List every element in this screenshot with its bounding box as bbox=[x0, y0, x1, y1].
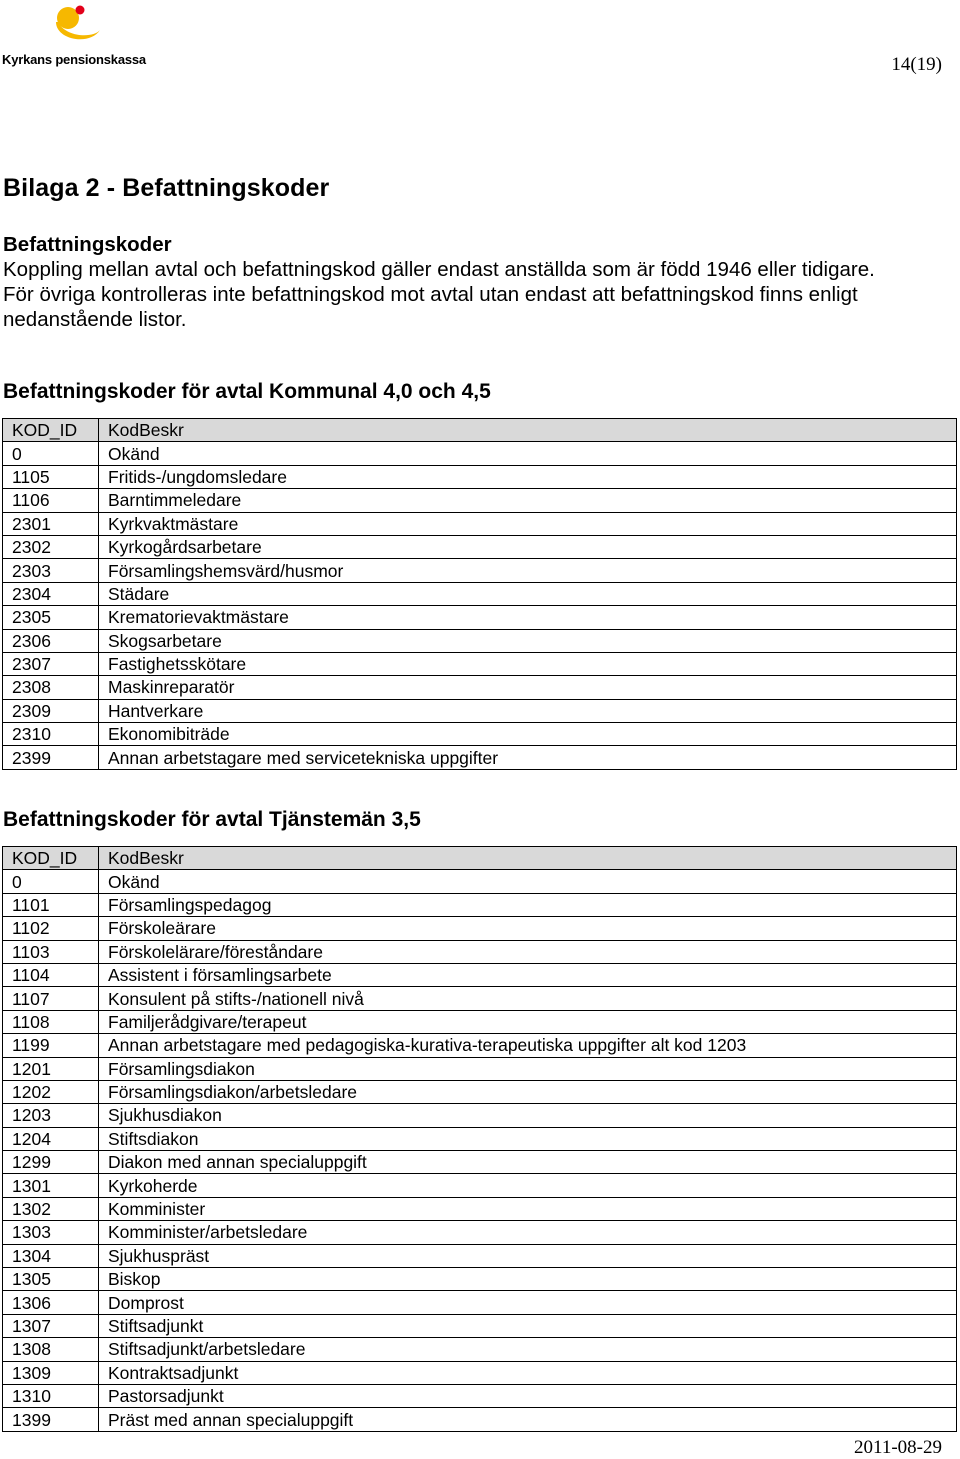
table-row bbox=[3, 629, 957, 652]
table-title-kommunal: Befattningskoder för avtal Kommunal 4,0 och 4,5 bbox=[3, 380, 491, 403]
table-row bbox=[3, 1268, 957, 1291]
table-row bbox=[3, 723, 957, 746]
cell-kodbeskr: Familjerådgivare/terapeut bbox=[99, 1010, 957, 1033]
cell-kod-id: 1202 bbox=[3, 1080, 99, 1103]
cell-kod-id: 2304 bbox=[3, 582, 99, 605]
cell-kod-id: 2307 bbox=[3, 652, 99, 675]
cell-kodbeskr: Barntimmeledare bbox=[99, 489, 957, 512]
cell-kod-id: 1399 bbox=[3, 1408, 99, 1431]
cell-kod-id: 1299 bbox=[3, 1151, 99, 1174]
cell-kod-id: 1103 bbox=[3, 940, 99, 963]
cell-kod-id: 1301 bbox=[3, 1174, 99, 1197]
cell-kod-id: 1309 bbox=[3, 1361, 99, 1384]
cell-kodbeskr: Fritids-/ungdomsledare bbox=[99, 465, 957, 488]
cell-kod-id: 2310 bbox=[3, 723, 99, 746]
logo-sun-icon bbox=[44, 0, 154, 50]
cell-kod-id: 1310 bbox=[3, 1384, 99, 1407]
cell-kodbeskr: Församlingsdiakon bbox=[99, 1057, 957, 1080]
table-body bbox=[3, 870, 957, 1431]
table-row bbox=[3, 1127, 957, 1150]
table-row bbox=[3, 1057, 957, 1080]
table-row bbox=[3, 676, 957, 699]
cell-kod-id: 1105 bbox=[3, 465, 99, 488]
cell-kod-id: 2399 bbox=[3, 746, 99, 769]
table-row bbox=[3, 1338, 957, 1361]
cell-kodbeskr: Domprost bbox=[99, 1291, 957, 1314]
document-title: Bilaga 2 - Befattningskoder bbox=[3, 174, 330, 202]
cell-kod-id: 0 bbox=[3, 442, 99, 465]
cell-kod-id: 1306 bbox=[3, 1291, 99, 1314]
cell-kodbeskr: Präst med annan specialuppgift bbox=[99, 1408, 957, 1431]
table-row bbox=[3, 489, 957, 512]
cell-kodbeskr: Sjukhusdiakon bbox=[99, 1104, 957, 1127]
table-row bbox=[3, 1104, 957, 1127]
cell-kod-id: 1307 bbox=[3, 1314, 99, 1337]
table-body bbox=[3, 442, 957, 769]
cell-kodbeskr: Pastorsadjunkt bbox=[99, 1384, 957, 1407]
cell-kodbeskr: Kontraktsadjunkt bbox=[99, 1361, 957, 1384]
cell-kodbeskr: Okänd bbox=[99, 442, 957, 465]
table-row bbox=[3, 870, 957, 893]
table-row bbox=[3, 1034, 957, 1057]
cell-kodbeskr: Okänd bbox=[99, 870, 957, 893]
intro-paragraph-2: För övriga kontrolleras inte befattningskod mot avtal utan endast att befattningskod finns enligt nedanstående listor. bbox=[3, 283, 858, 331]
cell-kod-id: 2309 bbox=[3, 699, 99, 722]
table-row bbox=[3, 1080, 957, 1103]
cell-kodbeskr: Annan arbetstagare med servicetekniska uppgifter bbox=[99, 746, 957, 769]
table-row bbox=[3, 1197, 957, 1220]
table-row bbox=[3, 746, 957, 769]
table-row bbox=[3, 1244, 957, 1267]
cell-kod-id: 2302 bbox=[3, 535, 99, 558]
cell-kod-id: 2303 bbox=[3, 559, 99, 582]
codes-table-tjansteman bbox=[2, 846, 957, 1432]
table-row bbox=[3, 1408, 957, 1431]
table-row bbox=[3, 1291, 957, 1314]
logo bbox=[0, 0, 170, 72]
table-row bbox=[3, 582, 957, 605]
cell-kodbeskr: Skogsarbetare bbox=[99, 629, 957, 652]
intro-section bbox=[3, 232, 953, 332]
table-row bbox=[3, 699, 957, 722]
cell-kodbeskr: Förskoleärare bbox=[99, 917, 957, 940]
table-row bbox=[3, 1384, 957, 1407]
cell-kod-id: 2301 bbox=[3, 512, 99, 535]
table-row bbox=[3, 917, 957, 940]
cell-kodbeskr: Komminister bbox=[99, 1197, 957, 1220]
codes-table-kommunal bbox=[2, 418, 957, 770]
cell-kod-id: 1107 bbox=[3, 987, 99, 1010]
cell-kod-id: 1104 bbox=[3, 963, 99, 986]
table-row bbox=[3, 940, 957, 963]
cell-kod-id: 1308 bbox=[3, 1338, 99, 1361]
cell-kodbeskr: Diakon med annan specialuppgift bbox=[99, 1151, 957, 1174]
cell-kod-id: 1101 bbox=[3, 893, 99, 916]
logo-text: Kyrkans pensionskassa bbox=[2, 52, 146, 67]
cell-kodbeskr: Konsulent på stifts-/nationell nivå bbox=[99, 987, 957, 1010]
column-header-kod-id: KOD_ID bbox=[3, 419, 99, 442]
cell-kodbeskr: Stiftsadjunkt bbox=[99, 1314, 957, 1337]
cell-kodbeskr: Krematorievaktmästare bbox=[99, 606, 957, 629]
column-header-kodbeskr: KodBeskr bbox=[99, 847, 957, 870]
cell-kod-id: 1302 bbox=[3, 1197, 99, 1220]
cell-kodbeskr: Kyrkoherde bbox=[99, 1174, 957, 1197]
cell-kodbeskr: Stiftsadjunkt/arbetsledare bbox=[99, 1338, 957, 1361]
cell-kodbeskr: Församlingspedagog bbox=[99, 893, 957, 916]
cell-kodbeskr: Komminister/arbetsledare bbox=[99, 1221, 957, 1244]
table-row bbox=[3, 535, 957, 558]
table-row bbox=[3, 442, 957, 465]
table-row bbox=[3, 559, 957, 582]
table-row bbox=[3, 1151, 957, 1174]
intro-heading: Befattningskoder bbox=[3, 233, 172, 256]
cell-kod-id: 1203 bbox=[3, 1104, 99, 1127]
cell-kodbeskr: Kyrkvaktmästare bbox=[99, 512, 957, 535]
table-row bbox=[3, 606, 957, 629]
cell-kodbeskr: Annan arbetstagare med pedagogiska-kurativa-terapeutiska uppgifter alt kod 1203 bbox=[99, 1034, 957, 1057]
column-header-kod-id: KOD_ID bbox=[3, 847, 99, 870]
table-row bbox=[3, 512, 957, 535]
cell-kodbeskr: Förskolelärare/föreståndare bbox=[99, 940, 957, 963]
cell-kod-id: 1108 bbox=[3, 1010, 99, 1033]
cell-kod-id: 0 bbox=[3, 870, 99, 893]
cell-kod-id: 1305 bbox=[3, 1268, 99, 1291]
table-row bbox=[3, 987, 957, 1010]
table-row bbox=[3, 963, 957, 986]
cell-kodbeskr: Församlingshemsvärd/husmor bbox=[99, 559, 957, 582]
cell-kodbeskr: Fastighetsskötare bbox=[99, 652, 957, 675]
cell-kodbeskr: Ekonomibiträde bbox=[99, 723, 957, 746]
table-row bbox=[3, 893, 957, 916]
cell-kod-id: 2305 bbox=[3, 606, 99, 629]
cell-kodbeskr: Kyrkogårdsarbetare bbox=[99, 535, 957, 558]
cell-kod-id: 1199 bbox=[3, 1034, 99, 1057]
page-number: 14(19) bbox=[891, 54, 942, 75]
column-header-kodbeskr: KodBeskr bbox=[99, 419, 957, 442]
cell-kod-id: 1204 bbox=[3, 1127, 99, 1150]
footer-date: 2011-08-29 bbox=[854, 1437, 942, 1458]
cell-kodbeskr: Församlingsdiakon/arbetsledare bbox=[99, 1080, 957, 1103]
cell-kod-id: 2308 bbox=[3, 676, 99, 699]
cell-kodbeskr: Hantverkare bbox=[99, 699, 957, 722]
cell-kodbeskr: Städare bbox=[99, 582, 957, 605]
table-row bbox=[3, 1010, 957, 1033]
intro-paragraph-1: Koppling mellan avtal och befattningskod gäller endast anställda som är född 1946 eller tidigare. bbox=[3, 258, 875, 281]
table-row bbox=[3, 652, 957, 675]
cell-kod-id: 1201 bbox=[3, 1057, 99, 1080]
table-row bbox=[3, 1361, 957, 1384]
table-header-row bbox=[3, 419, 957, 442]
table-title-tjansteman: Befattningskoder för avtal Tjänstemän 3,5 bbox=[3, 808, 421, 831]
cell-kodbeskr: Maskinreparatör bbox=[99, 676, 957, 699]
cell-kod-id: 1102 bbox=[3, 917, 99, 940]
cell-kod-id: 2306 bbox=[3, 629, 99, 652]
cell-kod-id: 1304 bbox=[3, 1244, 99, 1267]
cell-kodbeskr: Biskop bbox=[99, 1268, 957, 1291]
cell-kod-id: 1106 bbox=[3, 489, 99, 512]
table-row bbox=[3, 1174, 957, 1197]
cell-kodbeskr: Assistent i församlingsarbete bbox=[99, 963, 957, 986]
table-row bbox=[3, 465, 957, 488]
cell-kodbeskr: Stiftsdiakon bbox=[99, 1127, 957, 1150]
cell-kodbeskr: Sjukhuspräst bbox=[99, 1244, 957, 1267]
table-row bbox=[3, 1314, 957, 1337]
table-header-row bbox=[3, 847, 957, 870]
table-row bbox=[3, 1221, 957, 1244]
cell-kod-id: 1303 bbox=[3, 1221, 99, 1244]
